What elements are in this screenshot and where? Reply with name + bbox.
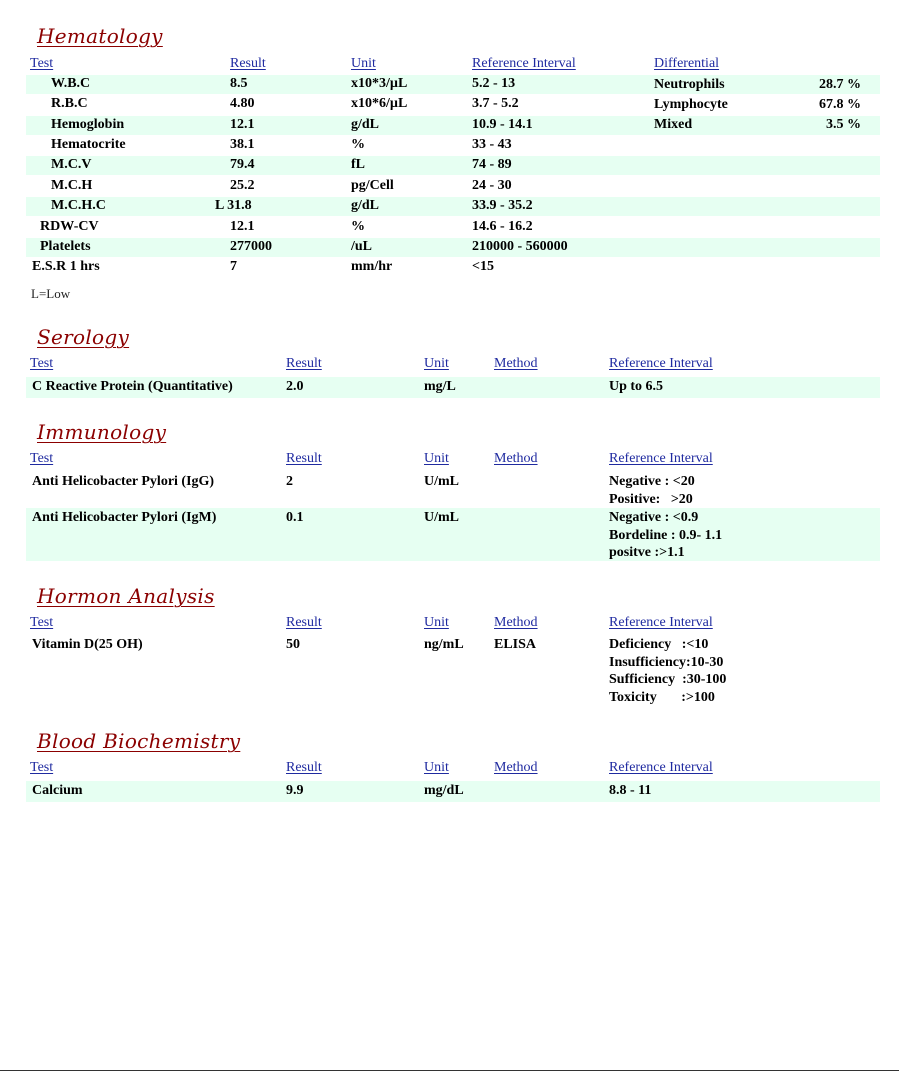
hema-unit: g/dL xyxy=(351,117,380,132)
biochem-header-test: Test xyxy=(30,760,54,775)
sero-result: 2.0 xyxy=(286,379,304,394)
immunology-heading: Immunology xyxy=(37,420,167,444)
immuno-header-result: Result xyxy=(286,451,322,466)
hema-test: M.C.V xyxy=(51,157,92,172)
row-band xyxy=(26,197,880,216)
immuno-result: 2 xyxy=(286,474,293,489)
hema-unit: x10*3/µL xyxy=(351,76,408,91)
sero-test: C Reactive Protein (Quantitative) xyxy=(32,379,233,394)
hormon-unit: ng/mL xyxy=(424,637,464,652)
differential-value: 3.5 % xyxy=(826,117,861,132)
hema-header-test: Test xyxy=(30,56,54,71)
hema-test: E.S.R 1 hrs xyxy=(32,259,100,274)
hema-unit: mm/hr xyxy=(351,259,393,274)
hema-test: Hemoglobin xyxy=(51,117,125,132)
hema-result-flagged: L 31.8 xyxy=(215,198,252,213)
hormon-method: ELISA xyxy=(494,637,537,652)
row-band xyxy=(26,238,880,257)
biochem-header-reference: Reference Interval xyxy=(609,760,713,775)
hema-result: 12.1 xyxy=(230,117,255,132)
differential-name: Mixed xyxy=(654,117,693,132)
hema-ref: 5.2 - 13 xyxy=(472,76,516,91)
hormon-header-unit: Unit xyxy=(424,615,449,630)
hema-test: Hematocrite xyxy=(51,137,126,152)
immuno-test: Anti Helicobacter Pylori (IgM) xyxy=(32,510,217,525)
hema-ref: 10.9 - 14.1 xyxy=(472,117,533,132)
hema-unit: pg/Cell xyxy=(351,178,394,193)
hema-header-reference: Reference Interval xyxy=(472,56,576,71)
hema-result: 7 xyxy=(230,259,237,274)
biochem-test: Calcium xyxy=(32,783,83,798)
hema-result: 12.1 xyxy=(230,219,255,234)
row-band xyxy=(26,75,880,94)
differential-name: Lymphocyte xyxy=(654,97,728,112)
hema-unit: x10*6/µL xyxy=(351,96,408,111)
differential-value: 28.7 % xyxy=(819,77,861,92)
immuno-test: Anti Helicobacter Pylori (IgG) xyxy=(32,474,215,489)
hema-test: Platelets xyxy=(40,239,91,254)
immuno-header-unit: Unit xyxy=(424,451,449,466)
hormon-ref: Deficiency :<10 Insufficiency:10-30 Sufficiency :30-100 Toxicity :>100 xyxy=(609,637,727,705)
hema-ref: 210000 - 560000 xyxy=(472,239,568,254)
hema-result: 25.2 xyxy=(230,178,255,193)
hema-result: 4.80 xyxy=(230,96,255,111)
serology-heading: Serology xyxy=(37,325,130,349)
biochem-header-result: Result xyxy=(286,760,322,775)
immuno-ref: Negative : <20 Positive: >20 xyxy=(609,474,695,507)
hema-result: 79.4 xyxy=(230,157,255,172)
sero-unit: mg/L xyxy=(424,379,456,394)
hema-test: R.B.C xyxy=(51,96,88,111)
hema-header-unit: Unit xyxy=(351,56,376,71)
hormon-header-reference: Reference Interval xyxy=(609,615,713,630)
biochem-heading: Blood Biochemistry xyxy=(37,729,241,753)
biochem-header-method: Method xyxy=(494,760,538,775)
hema-ref: 14.6 - 16.2 xyxy=(472,219,533,234)
immuno-ref: Negative : <0.9 Bordeline : 0.9- 1.1 positve :>1.1 xyxy=(609,510,723,560)
hematology-heading: Hematology xyxy=(37,24,163,48)
legend-low: L=Low xyxy=(31,286,71,301)
hormon-test: Vitamin D(25 OH) xyxy=(32,637,143,652)
sero-ref: Up to 6.5 xyxy=(609,379,664,394)
row-band xyxy=(26,116,880,135)
hema-header-differential: Differential xyxy=(654,56,720,71)
differential-name: Neutrophils xyxy=(654,77,725,92)
hema-unit: g/dL xyxy=(351,198,380,213)
hema-ref: 24 - 30 xyxy=(472,178,512,193)
hema-unit: fL xyxy=(351,157,365,172)
sero-header-result: Result xyxy=(286,356,322,371)
hema-header-result: Result xyxy=(230,56,266,71)
hema-ref: 33.9 - 35.2 xyxy=(472,198,533,213)
page-bottom-divider xyxy=(0,1070,899,1071)
hormon-header-result: Result xyxy=(286,615,322,630)
hema-unit: /uL xyxy=(351,239,373,254)
hema-test: M.C.H.C xyxy=(51,198,106,213)
sero-header-method: Method xyxy=(494,356,538,371)
hema-test: W.B.C xyxy=(51,76,91,91)
immuno-header-reference: Reference Interval xyxy=(609,451,713,466)
immuno-result: 0.1 xyxy=(286,510,304,525)
hema-ref: 3.7 - 5.2 xyxy=(472,96,519,111)
hema-result: 8.5 xyxy=(230,76,248,91)
sero-header-test: Test xyxy=(30,356,54,371)
biochem-unit: mg/dL xyxy=(424,783,464,798)
hema-ref: 33 - 43 xyxy=(472,137,512,152)
hema-ref: 74 - 89 xyxy=(472,157,512,172)
hema-unit: % xyxy=(351,219,365,234)
row-band xyxy=(26,156,880,175)
immuno-header-test: Test xyxy=(30,451,54,466)
sero-header-unit: Unit xyxy=(424,356,449,371)
hormon-heading: Hormon Analysis xyxy=(37,584,215,608)
hema-unit: % xyxy=(351,137,365,152)
biochem-ref: 8.8 - 11 xyxy=(609,783,652,798)
hema-result: 277000 xyxy=(230,239,272,254)
hormon-header-method: Method xyxy=(494,615,538,630)
biochem-header-unit: Unit xyxy=(424,760,449,775)
differential-value: 67.8 % xyxy=(819,97,861,112)
hormon-result: 50 xyxy=(286,637,300,652)
hema-ref: <15 xyxy=(472,259,494,274)
hormon-header-test: Test xyxy=(30,615,54,630)
immuno-unit: U/mL xyxy=(424,510,459,525)
immuno-unit: U/mL xyxy=(424,474,459,489)
immuno-header-method: Method xyxy=(494,451,538,466)
hema-result: 38.1 xyxy=(230,137,255,152)
hema-test: M.C.H xyxy=(51,178,93,193)
biochem-result: 9.9 xyxy=(286,783,304,798)
sero-header-reference: Reference Interval xyxy=(609,356,713,371)
hema-test: RDW-CV xyxy=(40,219,99,234)
